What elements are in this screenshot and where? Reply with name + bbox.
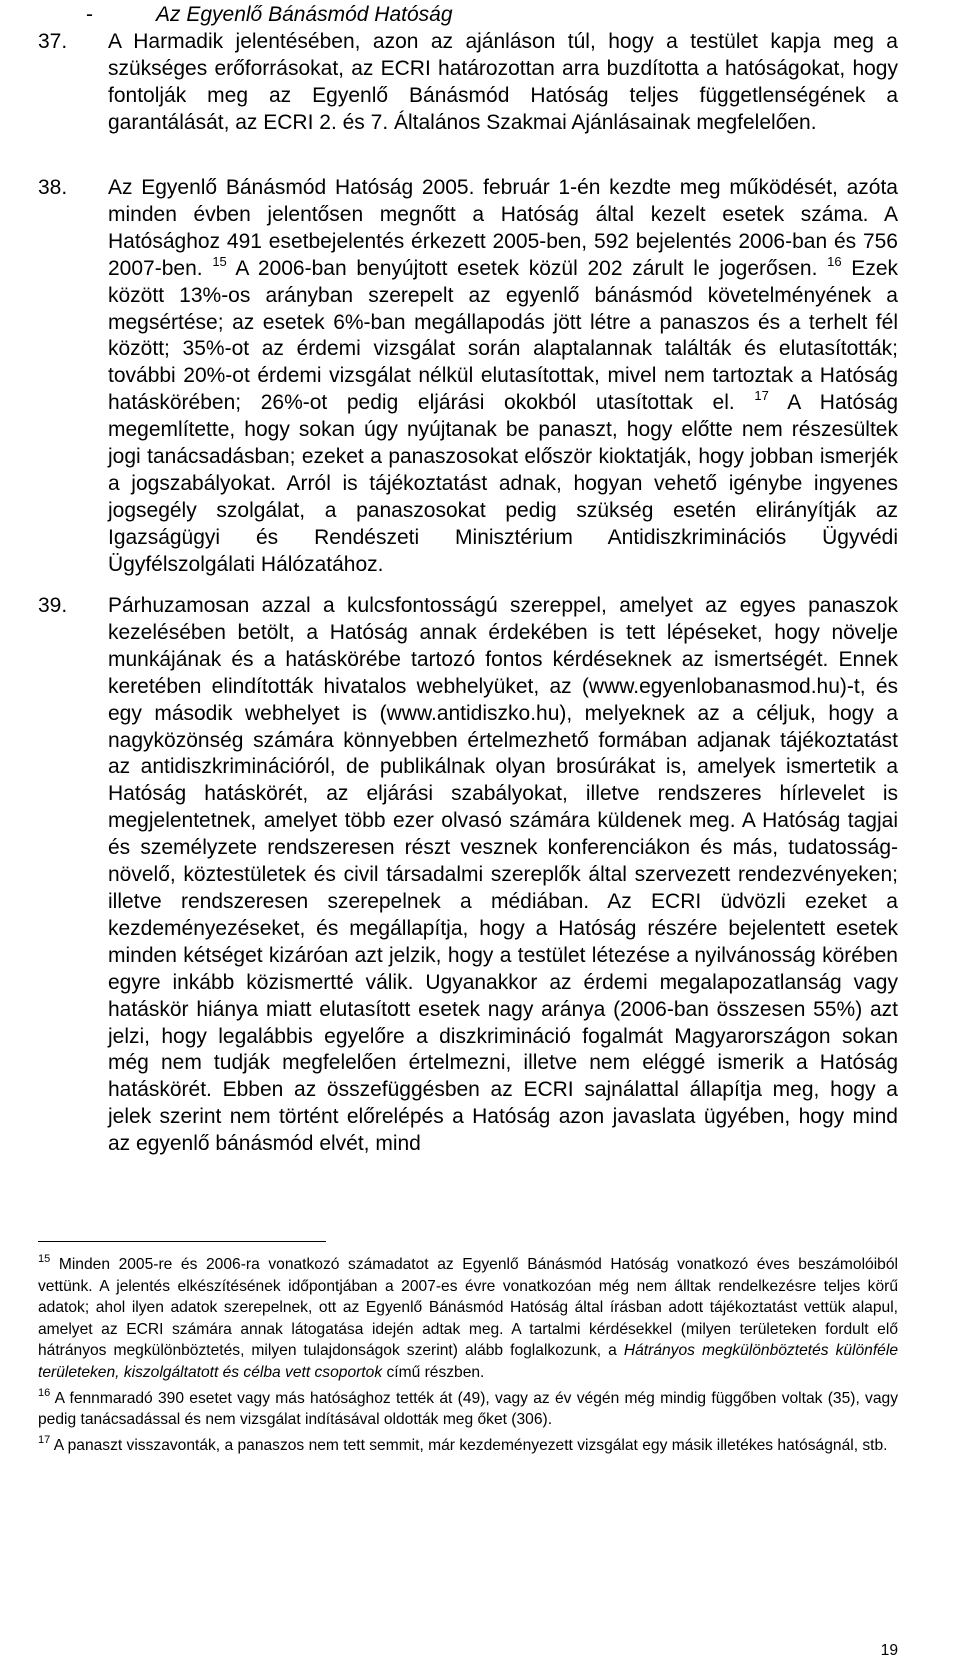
paragraph-39	[38, 593, 898, 1158]
footnote-15	[38, 1254, 898, 1384]
page-number: 19	[880, 1642, 898, 1659]
bullet-dash: -	[86, 3, 93, 26]
footnote-ref-16[interactable]: 16	[827, 253, 842, 269]
paragraph-number: 39.	[38, 594, 68, 617]
paragraph-37	[38, 29, 898, 137]
footnote-17	[38, 1435, 898, 1457]
paragraph-text-part: A Hatóság megemlítette, hogy sokan úgy nyújtanak be panaszt, hogy előtte nem részesültek jogi tanácsadásban; ezeket a panaszosokat először kioktatják, hogy jobban ismerjék a jogszabályokat. Arról is tájékoztatást adnak, hogyan vehető igénybe ingyenes jogsegély szolgálat, a panaszosokat pedig szükség esetén elirányítják az Igazságügyi és Rendészeti Minisztérium Antidiszkriminációs Ügyvédi Ügyfélszolgálati Hálózatához.	[108, 391, 898, 576]
footnote-16	[38, 1388, 898, 1431]
footnote-mark: 15	[38, 1253, 51, 1265]
paragraph-text	[108, 175, 898, 579]
footnote-ref-15[interactable]: 15	[212, 253, 227, 269]
footnote-mark: 16	[38, 1386, 51, 1399]
footnote-mark: 17	[38, 1433, 51, 1446]
footnote-text: Minden 2005-re és 2006-ra vonatkozó számadatot az Egyenlő Bánásmód Hatóság vonatkozó éves beszámolóiból vettünk. A jelentés elkészítésének időpontjában a 2007-es évre vonatkozóan még nem álltak rendelkezésre teljes körű adatok; ahol ilyen adatok szerepelnek, ott az Egyenlő Bánásmód Hatóság által írásban adott tájékoztatást vettük alapul, amelyet az ECRI számára annak látogatása idején adtak meg. A tartalmi kérdésekkel (milyen területeken fordult elő hátrányos megkülönböztetés, milyen tulajdonságok szerint) alább foglalkozunk, a	[38, 1256, 898, 1360]
paragraph-text: Párhuzamosan azzal a kulcsfontosságú szereppel, amelyet az egyes panaszok kezelésében betölt, a Hatóság annak érdekében is tett lépéseket, hogy növelje munkájának és a hatáskörébe tartozó fontos kérdéseknek az ismertségét. Ennek keretében elindították hivatalos webhelyüket, az (www.egyenlobanasmod.hu)-t, és egy második webhelyet is (www.antidiszko.hu), melyeknek az a céljuk, hogy a nagyközönség számára könnyebben értelmezhető formában adjanak tájékoztatást az antidiszkriminációról, de publikálnak olyan brosúrákat is, amelyek ismertetik a Hatóság hatáskörét, az eljárási szabályokat, illetve rendszeres hírlevelet is megjelentetnek, amelyet több ezer olvasó számára küldenek meg. A Hatóság tagjai és személyzete rendszeresen részt vesznek konferenciákon és más, tudatosság-növelő, köztestületek és civil társadalmi szereplők által szervezett rendezvényeken; illetve rendszeresen szerepelnek a médiában. Az ECRI üdvözli ezeket a kezdeményezéseket, és megállapítja, hogy a Hatóság részére bejelentett esetek minden kétséget kizáróan azt jelzik, hogy a testület létezése a nyilvánosság körében egyre inkább közismertté válik. Ugyanakkor az érdemi megalapozatlanság vagy hatáskör hiánya miatt elutasított esetek nagy aránya (2006-ban összesen 55%) azt jelzi, hogy legalábbis egyelőre a diszkrimináció fogalmát Magyarországon sokan még nem tudják megfelelően értelmezni, illetve nem eléggé ismerik a Hatóság hatáskörét. Ebben az összefüggésben az ECRI sajnálattal állapítja meg, hogy a jelek szerint nem történt előrelépés a Hatóság azon javaslata ügyében, hogy mind az egyenlő bánásmód elvét, mind	[108, 594, 898, 1156]
paragraph-text: A Harmadik jelentésében, azon az ajánláson túl, hogy a testület kapja meg a szükséges erőforrásokat, az ECRI határozottan arra buzdította a hatóságokat, hogy fontolják meg az Egyenlő Bánásmód Hatóság teljes függetlenségének a garantálását, az ECRI 2. és 7. Általános Szakmai Ajánlásainak megfelelően.	[108, 30, 898, 134]
paragraph-38	[38, 175, 898, 579]
footnote-text: A panaszt visszavonták, a panaszos nem tett semmit, már kezdeményezett vizsgálat egy másik illetékes hatóságnál, stb.	[50, 1436, 888, 1454]
paragraph-text-part: Az Egyenlő Bánásmód Hatóság 2005. február 1-én kezdte meg működését, azóta minden évben jelentősen megnőtt a Hatóság által kezelt esetek száma. A Hatósághoz 491 esetbejelentés érkezett 2005-ben, 592 bejelentés 2006-ban és 756 2007-ben.	[108, 176, 898, 280]
footnote-separator	[38, 1241, 326, 1242]
paragraph-text-part: A 2006-ban benyújtott esetek közül 202 zárult le jogerősen.	[226, 256, 828, 280]
footnotes	[38, 1254, 898, 1460]
footnote-italic-title: Hátrányos megkülönböztetés különféle területeken, kiszolgáltatott és célba vett csoportok	[38, 1342, 898, 1381]
paragraph-text-part: Ezek között 13%-os arányban szerepelt az egyenlő bánásmód követelményének a megsértése; az esetek 6%-ban megállapodás jött létre a panaszos és a terhelt fél között; 35%-ot az érdemi vizsgálat során alaptalannak találták és elutasították; további 20%-ot érdemi vizsgálat nélkül elutasítottak, mivel nem tartoztak a Hatóság hatáskörében; 26%-ot pedig eljárási okokból utasítottak el.	[108, 256, 898, 415]
footnote-text: A fennmaradó 390 esetet vagy más hatósághoz tették át (49), vagy az év végén még mindig függőben voltak (35), vagy pedig tanácsadással és nem vizsgálat indításával oldották meg őket (306).	[38, 1389, 898, 1429]
section-heading: Az Egyenlő Bánásmód Hatóság	[156, 3, 453, 26]
footnote-ref-17[interactable]: 17	[754, 388, 769, 404]
paragraph-number: 38.	[38, 176, 68, 199]
footnote-text: című részben.	[382, 1363, 485, 1381]
paragraph-number: 37.	[38, 30, 68, 53]
